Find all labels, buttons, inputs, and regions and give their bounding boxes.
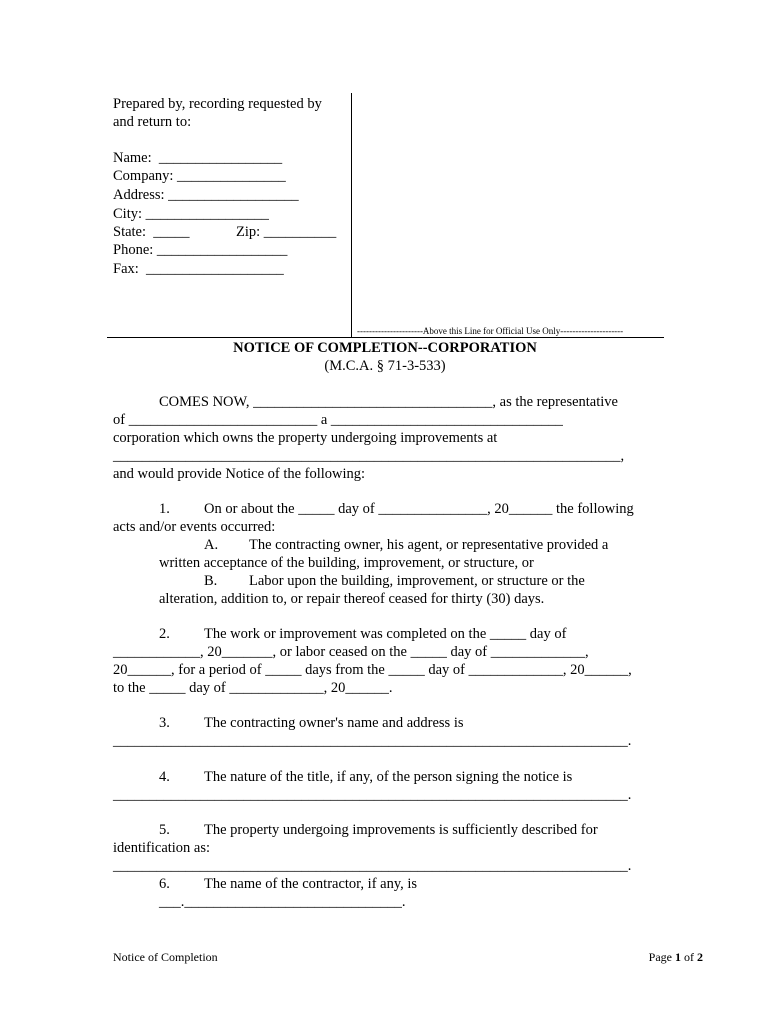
item2-line4: to the _____ day of _____________, 20______. <box>113 680 393 696</box>
item2-line3: 20______, for a period of _____ days from the _____ day of _____________, 20______, <box>113 662 632 678</box>
item1-a-line2: written acceptance of the building, improvement, or structure, or <box>159 555 534 571</box>
item5-number: 5. <box>159 822 170 838</box>
intro-line4: ______________________________________________________________________, <box>113 448 625 464</box>
item2-number: 2. <box>159 626 170 642</box>
address-field: Address: __________________ <box>113 187 299 203</box>
official-use-rule <box>107 337 664 338</box>
footer-title: Notice of Completion <box>113 950 218 964</box>
document-title: NOTICE OF COMPLETION--CORPORATION <box>233 340 537 356</box>
official-use-line: ----------------------Above this Line for Official Use Only--------------------- <box>357 326 624 336</box>
item5-blank: _______________________________________________________________________. <box>113 858 632 874</box>
item5-line1: The property undergoing improvements is sufficiently described for <box>204 822 598 838</box>
name-field: Name: _________________ <box>113 150 283 166</box>
item1-line1: On or about the _____ day of _______________, 20______ the following <box>204 501 634 517</box>
item4-number: 4. <box>159 769 170 785</box>
vertical-divider <box>351 93 352 338</box>
item6-text: The name of the contractor, if any, is <box>204 876 418 892</box>
page-number: 1 <box>675 950 681 964</box>
intro-line2: of __________________________ a ________________________________ <box>113 412 563 428</box>
item1-a-line1: The contracting owner, his agent, or representative provided a <box>249 537 609 553</box>
item2-line1: The work or improvement was completed on the _____ day of <box>204 626 567 642</box>
return-heading-line1: Prepared by, recording requested by <box>113 96 322 112</box>
item1-a-label: A. <box>204 537 219 553</box>
item1-line2: acts and/or events occurred: <box>113 519 276 535</box>
return-heading-line2: and return to: <box>113 114 192 130</box>
item4-blank: _______________________________________________________________________. <box>113 787 632 803</box>
fax-field: Fax: ___________________ <box>113 261 284 277</box>
item1-b-line1: Labor upon the building, improvement, or structure or the <box>249 573 585 589</box>
intro-line1: COMES NOW, _________________________________, as the representative <box>159 394 618 410</box>
item1-number: 1. <box>159 501 170 517</box>
item3-number: 3. <box>159 715 170 731</box>
city-field: City: _________________ <box>113 206 269 222</box>
intro-line3: corporation which owns the property undergoing improvements at <box>113 430 498 446</box>
item3-blank: _______________________________________________________________________. <box>113 733 632 749</box>
item1-b-line2: alteration, addition to, or repair thereof ceased for thirty (30) days. <box>159 591 545 607</box>
item4-text: The nature of the title, if any, of the person signing the notice is <box>204 769 573 785</box>
item6-blank: ___.______________________________. <box>159 894 406 910</box>
item2-line2: ____________, 20_______, or labor ceased on the _____ day of _____________, <box>113 644 589 660</box>
page-indicator: Page 1 of 2 <box>648 950 703 964</box>
intro-line5: and would provide Notice of the following: <box>113 466 366 482</box>
phone-field: Phone: __________________ <box>113 242 288 258</box>
item5-line2: identification as: <box>113 840 211 856</box>
item3-text: The contracting owner's name and address is <box>204 715 464 731</box>
state-field: State: _____ <box>113 224 190 240</box>
company-field: Company: _______________ <box>113 168 286 184</box>
item6-number: 6. <box>159 876 170 892</box>
zip-field: Zip: __________ <box>236 224 337 240</box>
statute-reference: (M.C.A. § 71-3-533) <box>324 358 446 374</box>
item1-b-label: B. <box>204 573 218 589</box>
page-total: 2 <box>697 950 703 964</box>
